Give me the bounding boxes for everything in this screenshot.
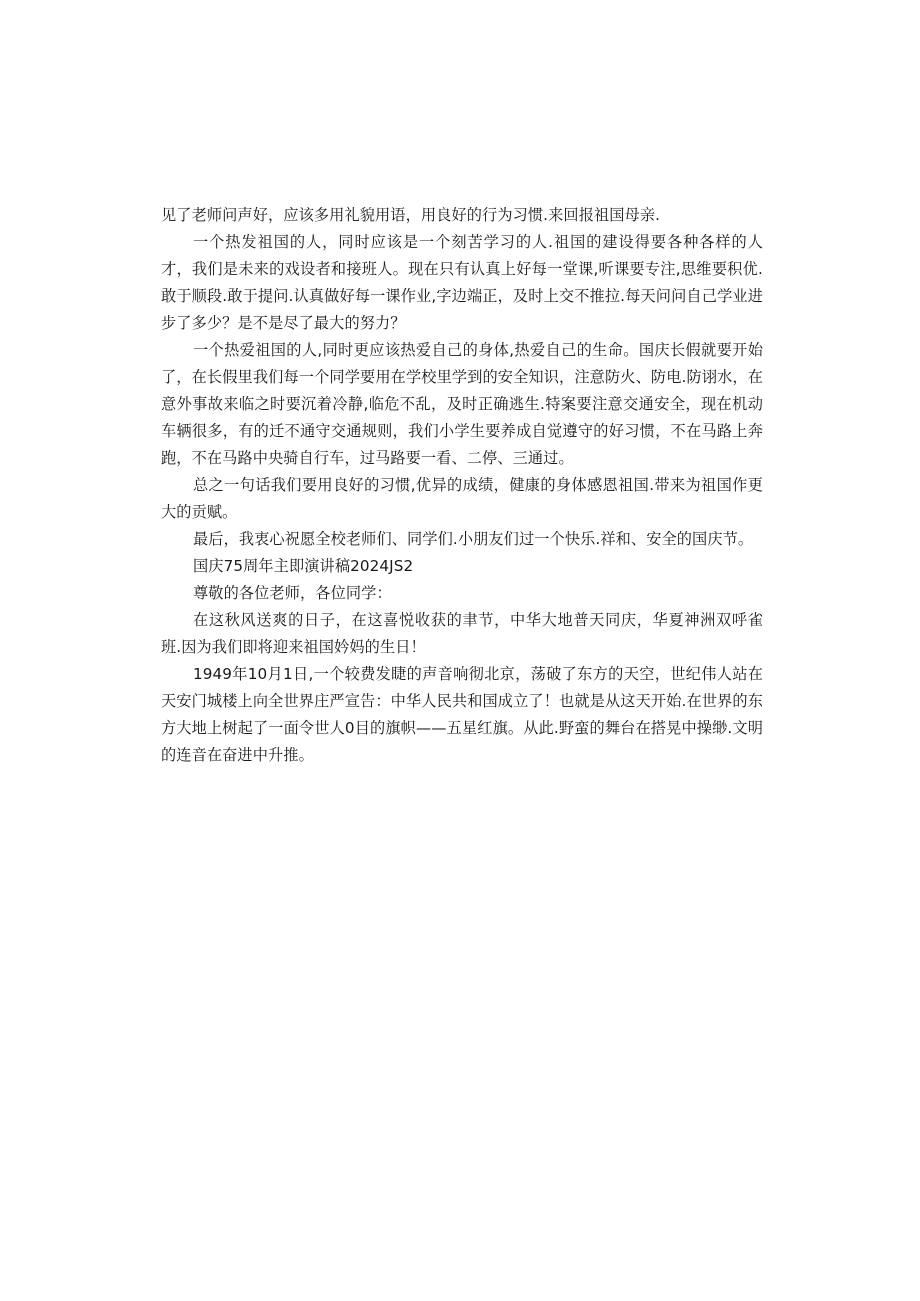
paragraph-study-hard: 一个热发祖国的人，同时应该是一个刻苦学习的人.祖国的建设得要各种各样的人才，我们是未来的戏设者和接班人。现在只有认真上好每一堂课,听课要专注,思维要积优.敢于顺段.敢于提问.认真做好每一课作业,字边端正，及时上交不推拉.每天问问自己学业进步了多少？是不是尽了最大的努力？ bbox=[161, 233, 763, 332]
paragraph-autumn-celebration: 在这秋风送爽的日子，在这喜悦收获的聿节，中华大地普天同庆，华夏神洲双呼雀班.因为我们即将迎来祖国妗妈的生日！ bbox=[161, 611, 763, 656]
paragraph-safety: 一个热爱祖国的人,同时更应该热爱自己的身体,热爱自己的生命。国庆长假就要开始了，在长假里我们每一个同学要用在学校里学到的安全知识，注意防火、防电.防诩水，在意外事故来临之时要沉着冷静,临危不乱，及时正确逃生.特案要注意交通安全，现在机动车辆很多，有的迁不通守交通规则，我们小学生要养成自觉遵守的好习惯，不在马路上奔跑，不在马路中央骑自行车，过马路要一看、二停、三通过。 bbox=[161, 341, 763, 467]
speech-greeting: 尊敬的各位老师，各位同学： bbox=[193, 584, 392, 602]
paragraph-summary: 总之一句话我们要用良好的习惯,优异的成绩，健康的身体感恩祖国.带来为祖国作更大的贡赋。 bbox=[161, 476, 763, 521]
speech-title: 国庆75周年主即演讲稿2024JS2 bbox=[193, 557, 414, 575]
paragraph-continuation: 见了老师问声好，应该多用礼貌用语，用良好的行为习惯.来回报祖国母亲. bbox=[161, 206, 661, 224]
paragraph-founding-history: 1949年10月1日,一个较费发睫的声音响彻北京，荡破了东方的天空，世纪伟人站在天安门城楼上向全世界庄严宣告：中华人民共和国成立了！也就是从这天开始.在世界的东方大地上树起了一面令世人0目的旗帜——五星红旗。从此.野蛮的舞台在搭晃中操缈.文明的连音在奋进中升推。 bbox=[161, 665, 763, 764]
paragraph-closing-wish: 最后，我衷心祝愿全校老师们、同学们.小朋友们过一个快乐.祥和、安全的国庆节。 bbox=[193, 530, 754, 548]
document-body bbox=[161, 202, 763, 769]
